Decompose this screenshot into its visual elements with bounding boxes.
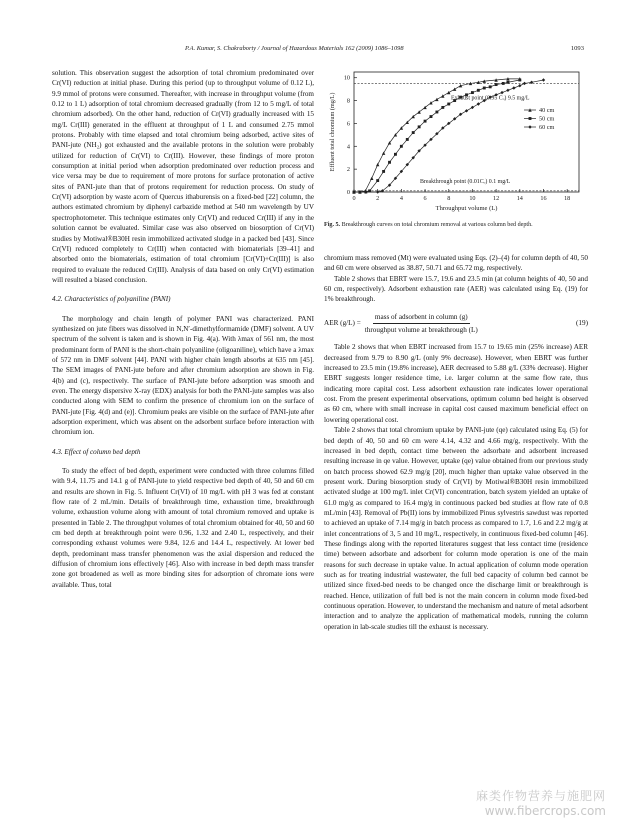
breakthrough-chart — [324, 66, 588, 216]
data-point — [441, 106, 444, 109]
data-point — [406, 138, 409, 141]
data-point — [376, 179, 379, 182]
paragraph: Table 2 shows that EBRT were 15.7, 19.6 and 23.5 min (at column heights of 40, 50 and 60 cm, respectively). Adsorbent exhaustion rate (AER) was calculated using Eq. (19) for 1% breakthrough. — [324, 274, 588, 304]
y-tick-label: 2 — [346, 166, 350, 174]
data-point — [429, 101, 432, 104]
data-point — [400, 145, 403, 148]
data-point — [471, 91, 474, 94]
data-point — [502, 82, 505, 85]
paragraph: Table 2 shows that when EBRT increased from 15.7 to 19.65 min (25% increase) AER decreased from 9.79 to 8.90 g/L (only 9% decrease). However, when EBRT was further increased to 23.5 min (19.8% increase), AER decreased to 5.88 g/L (33% decrease). Higher EBRT suggests longer residence time, i.e. larger column at the same flow rate, thus indicating more capital cost. Less adsorbent exhaustion rate indicates lower operational cost. From the present experimental observations, optimum column bed height is observed as 60 cm, where with small increase in capital cost caused maximum beneficial effect on lowering operational cost. — [324, 343, 588, 424]
x-tick-label: 14 — [516, 195, 523, 202]
data-point — [382, 151, 385, 154]
left-column — [52, 68, 314, 590]
x-tick-label: 0 — [352, 195, 356, 202]
section-heading: 4.2. Characteristics of polyaniline (PANI) — [52, 295, 171, 304]
caption-text: Breakthrough curves on total chromium removal at various column bed depth. — [341, 222, 533, 228]
paragraph: solution. This observation suggest the adsorption of total chromium predominated over Cr(VI) reduction at initial phase. During this period (up to throughput volume of 0.12 L), 9.9 mmol of protons were consumed. Thereafter, with increase in throughput volume (from 0.12 to 1 L) adsorption of total chromium decreased gradually (from 12 to 5 mg/L of total chromium adsorbed). On the other hand, reduction of Cr(VI) gradually increased with 15 mg/L Cr(III) generated in the effluent at throughput of 1 L and consumed 2.75 mmol protons. Probably with time elapsed and total chromium being adsorbed, active sites of PANI-jute (NH₂) got exhausted and the available protons in the solution were probably utilized for reduction of Cr(VI) to Cr(III). However, these findings of more proton consumption at initial period when adsorption predominated over reduction process and vice versa may be due to requirement of more protons for surface protonation of active sites of PANI-jute than that of protons requirement for reduction process. On study of Cr(VI) adsorption by waste acorn of Quercus ithaburensis on a fixed-bed [22] column, the authors estimated chromium by diphenyl carbazide method at 540 nm wavelength by UV spectrophotometer. This technique estimates only Cr(VI) and reduced Cr(III) if any in the solution cannot be evaluated. Similar case was also observed on biosorption of Cr(VI) studies by Motiwal®B30H resin immobilized activated sludge in a packed bed [43]. Since Cr(VI) reduced completely to Cr(III) when contacted with biomaterials [39–41] and absorbed onto the biomaterials, estimation of total chromium [Cr(VI)+Cr(III)] is also required to evaluate the reduced Cr(III). Analysis of data based on only Cr(VI) estimation will resulted a biased conclusion. — [52, 69, 314, 284]
data-point — [518, 84, 521, 87]
data-point — [412, 131, 415, 134]
data-point — [507, 81, 510, 84]
x-tick-label: 12 — [493, 195, 500, 202]
data-point — [435, 111, 438, 114]
data-point — [430, 115, 433, 118]
data-point — [477, 102, 480, 105]
x-tick-label: 8 — [447, 195, 451, 202]
watermark — [476, 787, 606, 818]
running-head-text: P.A. Kumar, S. Chakraborty / Journal of Hazardous Materials 162 (2009) 1086–1098 — [185, 45, 404, 52]
paragraph: chromium mass removed (Mt) were evaluated using Eqs. (2)–(4) for column depth of 40, 50 and 60 cm were observed as 38.87, 50.71 and 65.72 mg, respectively. — [324, 254, 588, 273]
data-point — [528, 125, 531, 128]
x-tick-label: 4 — [399, 195, 403, 202]
data-point — [418, 125, 421, 128]
chart-legend — [524, 107, 554, 131]
figure-caption — [324, 221, 588, 229]
breakthrough-point-annotation: Breakthrough point (0.01Cₒ) 0.1 mg/L — [420, 178, 511, 185]
data-point — [424, 120, 427, 123]
equation-lhs: AER (g/L) = — [324, 319, 361, 328]
equation-numerator: mass of adsorbent in column (g) — [373, 312, 470, 324]
data-point — [370, 177, 373, 180]
caption-label: Fig. 5. — [324, 222, 341, 228]
data-point — [382, 170, 385, 173]
legend-entry: 50 cm — [539, 115, 555, 123]
data-point — [518, 79, 521, 82]
data-point — [388, 161, 391, 164]
y-tick-label: 6 — [346, 120, 350, 128]
x-axis-label: Throughput volume (L) — [435, 205, 498, 212]
data-point — [495, 83, 498, 86]
right-column — [324, 253, 588, 632]
data-point — [489, 85, 492, 88]
data-point — [447, 103, 450, 106]
page-number: 1093 — [570, 45, 584, 52]
exhaust-point-annotation: Exhaust point (0.95 Cₒ) 9.5 mg/L — [451, 95, 530, 102]
data-point — [512, 86, 515, 89]
equation-number: (19) — [576, 319, 588, 328]
data-point — [542, 78, 545, 81]
equation-19 — [324, 312, 588, 336]
legend-entry: 60 cm — [539, 124, 555, 131]
data-point — [465, 109, 468, 112]
y-axis-label: Effluent total chromium (mg/L) — [329, 92, 336, 172]
y-tick-label: 4 — [346, 143, 350, 151]
data-point — [523, 82, 526, 85]
data-point — [376, 163, 379, 166]
legend-entry: 40 cm — [539, 107, 555, 114]
chart-axes — [354, 72, 579, 192]
watermark-url: www.fibercrops.com — [484, 804, 606, 818]
data-point — [453, 87, 456, 90]
data-point — [441, 94, 444, 97]
x-tick-label: 2 — [376, 195, 380, 202]
paragraph: The morphology and chain length of polymer PANI was characterized. PANI synthesized on jute fibers was dissolved in N,N′-dimethylformamide (DMF) solvent. A UV spectrum of the solvent is taken and is shown in Fig. 4(a). With λmax of 561 nm, the most predominant form of PANI is the short-chain polyaniline (oligoaniline), which have a λmax of 572 nm in DMF solvent [44]. PANI with higher chain length absorbs at 635 nm [45]. The SEM images of PANI-jute before and after chromium adsorption are shown in Fig. 4(b) and (c), respectively. The surface of PANI-jute before adsorption was smooth and even. The energy dispersive X-ray (EDX) analysis for both the PANI-jute samples was also conducted along with SEM to confirm the presence of chromium ion on the surface of PANI-jute [Fig. 4(d) and (e)]. Chromium peaks are visible on the surface of PANI-jute after adsorption experiment, which was absent on the adsorbent surface before interaction with chromium ion. — [52, 314, 314, 437]
x-tick-label: 16 — [540, 195, 547, 202]
y-tick-label: 0 — [346, 189, 350, 196]
x-tick-label: 10 — [469, 195, 476, 202]
data-point — [394, 153, 397, 156]
paragraph: Table 2 shows that total chromium uptake by PANI-jute (qe) calculated using Eq. (5) for bed depth of 40, 50 and 60 cm were 4.14, 4.32 and 4.66 mg/g, respectively. With the increased in bed depth, contact time between the adsorbate and adsorbent increased resulting increase in qe value. However, uptake (qe) value obtained from our previous study on batch process showed 62.9 mg/g [20], much higher than uptake value observed in the present work. During biosorption study of Cr(VI) by Motiwal®B30H resin immobilized activated sludge at 100 mg/L inlet Cr(VI) concentration, batch system yielded an uptake of 61.0 mg/g as compared to 16.4 mg/g in continuous packed bed studies at flow rate of 0.8 mL/min [43]. Removal of Pb(II) ions by immobilized Pinus sylvestris sawdust was reported to achieved an uptake of 7.14 mg/g in batch process as compared to 1.7, 1.6 and 2.2 mg/g at inlet concentrations of 3, 5 and 10 mg/L, respectively, in continuous fixed-bed column [46]. These findings along with the reported literatures suggest that less contact time (residence time) between adsorbate and adsorbent for column mode operation is one of the main reasons for such decrease in uptake value. In actual application of column mode operation such as for treating industrial wastewater, the full bed capacity of column bed cannot be utilized since fixed-bed needs to be changed once the discharge limit or breakthrough is reached. Hence, utilization of full bed is not the main concern in column mode fixed-bed continuous operation. However, to understand the mechanism and nature of metal adsorbent interaction and to analyze the application of mathematical models, running the column operation in lab-scale studies till the exhaust is necessary. — [324, 426, 588, 631]
x-tick-label: 6 — [423, 195, 427, 202]
equation-denominator: throughput volume at breakthrough (L) — [364, 326, 478, 335]
paragraph: To study the effect of bed depth, experiment were conducted with three columns filled with 9.4, 11.75 and 14.1 g of PANI-jute to yield respective bed depth of 40, 50 and 60 cm and results are shown in Fig. 5. Influent Cr(VI) of 10 mg/L with pH 3 was fed at constant flow rate of 2 mL/min. Details of breakthrough time, exhaustion time, breakthrough volume, exhaustion volume along with amount of total chromium removed and uptake is presented in Table 2. The throughput volumes of total chromium obtained for 40, 50 and 60 cm bed depth at breakthrough point were 0.96, 1.32 and 2.40 L, respectively, and their corresponding exhaust volumes were 9.84, 12.6 and 14.4 L, respectively. At lower bed depth, predominant mass transfer phenomenon was the axial dispersion and reduced the diffusion of chromium ions effectively [46]. Also with increase in bed depth mass transfer zone got broadened as well as more binding sites for adsorption of chromate ions were available. Thus, total — [52, 467, 314, 589]
running-head — [0, 45, 620, 57]
watermark-site-name: 麻类作物营养与施肥网 — [475, 789, 606, 803]
section-heading: 4.3. Effect of column bed depth — [52, 447, 141, 456]
data-point — [483, 87, 486, 90]
y-tick-label: 10 — [343, 74, 350, 82]
data-point — [477, 89, 480, 92]
equation-fraction — [365, 312, 478, 336]
data-point — [506, 89, 509, 92]
plot-frame — [354, 72, 579, 192]
data-point — [529, 117, 532, 120]
y-tick-label: 8 — [346, 97, 350, 105]
x-tick-label: 18 — [564, 195, 571, 202]
data-point — [471, 106, 474, 109]
data-point — [447, 91, 450, 94]
data-point — [435, 98, 438, 101]
data-point — [500, 91, 503, 94]
figure-5 — [324, 66, 588, 216]
